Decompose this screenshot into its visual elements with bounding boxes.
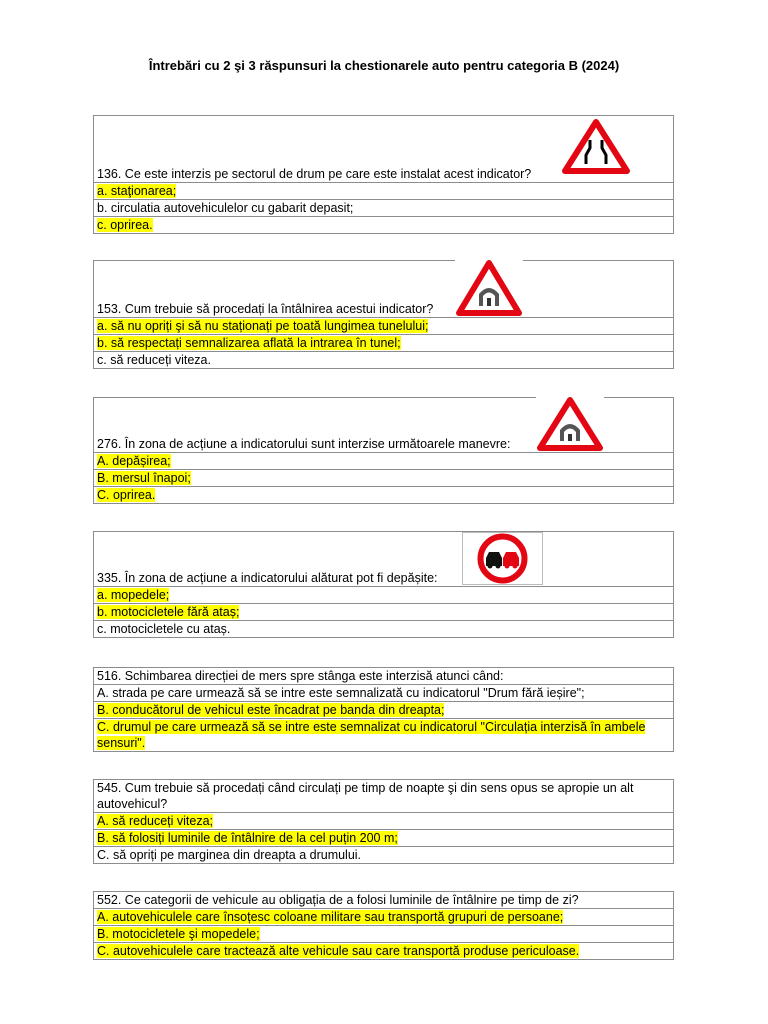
question-text: 335. În zona de acțiune a indicatorului alăturat pot fi depășite: bbox=[97, 571, 438, 585]
answer-b: B. să folosiți luminile de întâlnire de la cel puțin 200 m; bbox=[97, 831, 398, 845]
answer-c: C. oprirea. bbox=[97, 488, 156, 502]
tunnel-warning-icon bbox=[536, 396, 604, 452]
answer-a: a. mopedele; bbox=[97, 588, 170, 602]
tunnel-warning-icon bbox=[455, 259, 523, 317]
question-block bbox=[93, 891, 674, 960]
answer-c: c. oprirea. bbox=[97, 218, 153, 232]
answer-a: A. autovehiculele care însoțesc coloane militare sau transportă grupuri de persoane; bbox=[97, 910, 564, 924]
page-title: Întrebări cu 2 şi 3 răspunsuri la chestionarele auto pentru categoria B (2024) bbox=[148, 58, 620, 73]
question-block bbox=[93, 531, 674, 638]
question-text: 545. Cum trebuie să procedați când circulați pe timp de noapte şi din sens opus se apropie un alt autovehicul? bbox=[97, 781, 634, 811]
road-narrows-warning-icon bbox=[553, 116, 639, 176]
answer-c: c. să reduceți viteza. bbox=[97, 353, 211, 367]
answer-a: a. să nu opriți şi să nu staționați pe toată lungimea tunelului; bbox=[97, 319, 429, 333]
question-sign-area bbox=[94, 532, 673, 570]
answer-b: B. motocicletele şi mopedele; bbox=[97, 927, 260, 941]
question-text: 276. În zona de acțiune a indicatorului sunt interzise următoarele manevre: bbox=[97, 437, 511, 451]
answer-b: b. circulatia autovehiculelor cu gabarit depasit; bbox=[97, 201, 354, 215]
question-text: 136. Ce este interzis pe sectorul de drum pe care este instalat acest indicator? bbox=[97, 167, 532, 181]
question-text: 516. Schimbarea direcției de mers spre stânga este interzisă atunci când: bbox=[97, 669, 504, 683]
answer-a: A. să reduceți viteza; bbox=[97, 814, 214, 828]
question-sign-area bbox=[94, 398, 673, 436]
answer-a: A. depășirea; bbox=[97, 454, 171, 468]
answer-b: b. să respectați semnalizarea aflată la intrarea în tunel; bbox=[97, 336, 401, 350]
question-block bbox=[93, 260, 674, 369]
question-block bbox=[93, 397, 674, 504]
answer-b: B. conducătorul de vehicul este încadrat pe banda din dreapta; bbox=[97, 703, 445, 717]
answer-c: C. drumul pe care urmează să se intre este semnalizat cu indicatorul "Circulația interzisă în ambele sensuri". bbox=[97, 720, 646, 750]
question-text: 552. Ce categorii de vehicule au obligația de a folosi luminile de întâlnire pe timp de zi? bbox=[97, 893, 579, 907]
question-text: 153. Cum trebuie să procedați la întâlnirea acestui indicator? bbox=[97, 302, 434, 316]
answer-c: C. să opriți pe marginea din dreapta a drumului. bbox=[97, 848, 362, 862]
question-block bbox=[93, 115, 674, 234]
no-overtaking-icon bbox=[462, 532, 543, 585]
answer-b: b. motocicletele fără ataș; bbox=[97, 605, 240, 619]
question-sign-area bbox=[94, 261, 673, 301]
answer-a: A. strada pe care urmează să se intre este semnalizată cu indicatorul "Drum fără ieșire"; bbox=[97, 686, 585, 700]
answer-a: a. staţionarea; bbox=[97, 184, 177, 198]
answer-c: C. autovehiculele care tractează alte vehicule sau care transportă produse periculoase. bbox=[97, 944, 580, 958]
answer-c: c. motocicletele cu ataș. bbox=[97, 622, 231, 636]
answer-b: B. mersul înapoi; bbox=[97, 471, 191, 485]
question-sign-area bbox=[94, 116, 673, 166]
question-block bbox=[93, 667, 674, 752]
question-block bbox=[93, 779, 674, 864]
